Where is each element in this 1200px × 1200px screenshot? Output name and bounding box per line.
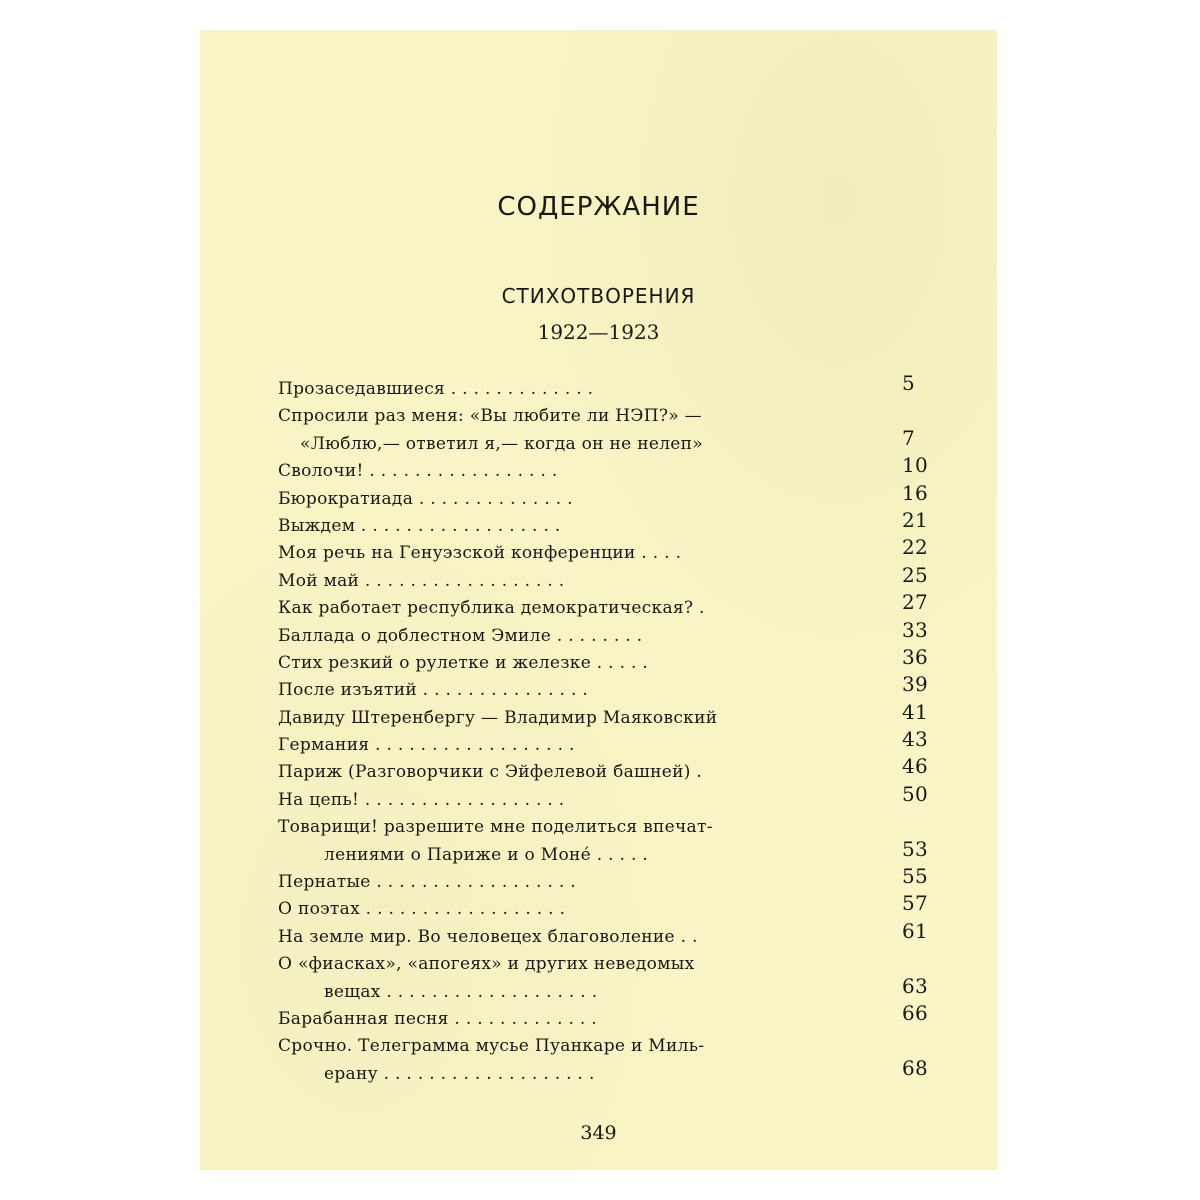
toc-entry-title: [278, 705, 866, 732]
section-years: 1922—1923: [537, 320, 660, 344]
toc-entry-page: 41: [902, 699, 929, 724]
toc-entry-page: 7: [902, 425, 916, 450]
toc-entry-text: Бюрократиада . . . . . . . . . . . . . .: [278, 488, 573, 509]
toc-entry-title: [278, 951, 866, 978]
toc-entry-page: 16: [902, 480, 929, 505]
toc-entry: [278, 754, 929, 786]
toc-entry-title: [278, 924, 866, 951]
toc-entry-page: 39: [902, 672, 929, 697]
toc-entry: [278, 918, 929, 951]
toc-entry: [278, 480, 929, 513]
toc-entry: [278, 891, 929, 923]
table-of-contents: [278, 371, 929, 1088]
toc-entry-page: 50: [902, 781, 929, 806]
toc-entry-title: [278, 513, 866, 540]
toc-entry-title-continued: [278, 979, 866, 1006]
toc-entry: [278, 1033, 929, 1088]
toc-entry: [278, 727, 929, 759]
toc-entry: [278, 644, 929, 677]
toc-entry-title: [278, 623, 866, 650]
toc-entry-page: 46: [902, 754, 929, 779]
toc-entry: [278, 453, 929, 485]
toc-entry-text: ерану . . . . . . . . . . . . . . . . . . .: [324, 1063, 595, 1084]
toc-entry-title: [278, 869, 866, 896]
toc-entry: [278, 371, 916, 403]
toc-entry-text: О «фиасках», «апогеях» и других неведомых: [278, 954, 695, 975]
toc-entry-title: [278, 568, 866, 595]
toc-entry-title-continued: [278, 1061, 866, 1088]
toc-entry-page: 5: [902, 371, 916, 395]
toc-entry-title: [278, 787, 866, 814]
toc-entry-text: После изъятий . . . . . . . . . . . . . . .: [278, 680, 589, 701]
toc-entry-text: Давиду Штеренбергу — Владимир Маяковский: [278, 707, 718, 728]
toc-entry: [278, 951, 929, 1006]
toc-entry-page: 61: [902, 918, 929, 943]
toc-entry-text: Баллада о доблестном Эмиле . . . . . . . .: [278, 625, 643, 646]
toc-entry-title: [278, 403, 866, 430]
toc-entry-text: Прозаседавшиеся . . . . . . . . . . . . .: [278, 379, 594, 399]
toc-entry-title: [278, 896, 866, 923]
toc-entry-title: [278, 1033, 866, 1060]
page-number: 349: [580, 1122, 617, 1144]
toc-entry-text: Моя речь на Генуэзской конференции . . . .: [278, 543, 682, 564]
toc-entry: [278, 864, 929, 896]
toc-entry-text: Барабанная песня . . . . . . . . . . . . .: [278, 1008, 598, 1029]
toc-entry: [278, 562, 929, 595]
toc-entry-text: Стих резкий о рулетке и железке . . . . .: [278, 652, 649, 673]
toc-entry-page: 66: [902, 1000, 929, 1025]
toc-entry-text: Товарищи! разрешите мне поделиться впечат-: [278, 817, 713, 838]
toc-entry: [278, 507, 929, 540]
toc-entry: [278, 699, 929, 732]
toc-entry-text: лениями о Париже и о Моне́ . . . . .: [324, 844, 649, 865]
toc-entry: [278, 814, 929, 869]
toc-entry-page: 21: [902, 507, 929, 532]
toc-entry-text: На цепь! . . . . . . . . . . . . . . . . . .: [278, 789, 565, 810]
toc-entry-text: Сволочи! . . . . . . . . . . . . . . . . .: [278, 461, 558, 482]
toc-entry-title: [278, 814, 866, 841]
page-title: СОДЕРЖАНИЕ: [497, 192, 700, 222]
toc-entry: [278, 403, 916, 458]
toc-entry-text: Германия . . . . . . . . . . . . . . . . . .: [278, 735, 575, 756]
toc-entry-page: 55: [902, 864, 929, 889]
book-page: [200, 30, 997, 1170]
toc-entry-text: Мой май . . . . . . . . . . . . . . . . . .: [278, 570, 565, 591]
toc-entry-text: Выждем . . . . . . . . . . . . . . . . . .: [278, 515, 561, 536]
toc-entry-page: 33: [902, 617, 929, 642]
toc-entry-text: На земле мир. Во человецех благоволение . .: [278, 926, 698, 947]
toc-entry-page: 53: [902, 836, 929, 861]
toc-entry-text: Спросили раз меня: «Вы любите ли НЭП?» —: [278, 406, 702, 427]
toc-entry-title: [278, 759, 866, 786]
toc-entry-title: [278, 540, 866, 567]
section-title: СТИХОТВОРЕНИЯ: [501, 284, 696, 308]
toc-entry-text: О поэтах . . . . . . . . . . . . . . . . . .: [278, 899, 566, 920]
toc-entry-title: [278, 732, 866, 759]
toc-entry-title: [278, 486, 866, 513]
toc-entry-title: [278, 677, 866, 704]
toc-entry-page: 25: [902, 562, 929, 587]
toc-entry-page: 22: [902, 535, 929, 560]
toc-entry-page: 63: [902, 973, 929, 998]
toc-entry-text: вещах . . . . . . . . . . . . . . . . . . .: [324, 981, 598, 1002]
toc-entry-page: 43: [902, 727, 929, 752]
toc-entry-title-continued: [278, 431, 866, 458]
toc-entry: [278, 1000, 929, 1033]
toc-entry: [278, 590, 929, 622]
toc-entry: [278, 535, 929, 567]
toc-entry-page: 68: [902, 1055, 929, 1080]
toc-entry-text: Срочно. Телеграмма мусье Пуанкаре и Миль-: [278, 1036, 705, 1057]
toc-entry-text: Как работает республика демократическая? .: [278, 598, 705, 619]
toc-entry: [278, 617, 929, 650]
toc-entry-page: 36: [902, 644, 929, 669]
toc-entry-page: 10: [902, 453, 929, 478]
toc-entry-title: [278, 458, 866, 485]
toc-entry-text: «Люблю,— ответил я,— когда он не нелеп»: [300, 433, 703, 454]
toc-entry-title: [278, 650, 866, 677]
toc-entry-text: Пернатые . . . . . . . . . . . . . . . . . .: [278, 872, 576, 893]
toc-entry: [278, 781, 929, 814]
toc-entry-page: 27: [902, 590, 929, 615]
toc-entry-title-continued: [278, 842, 866, 869]
toc-entry-title: [278, 595, 866, 622]
toc-entry-page: 57: [902, 891, 929, 916]
toc-entry: [278, 672, 929, 704]
toc-entry-title: [278, 1006, 866, 1033]
toc-entry-text: Париж (Разговорчики с Эйфелевой башней) .: [278, 762, 703, 783]
toc-entry-title: [278, 376, 866, 403]
